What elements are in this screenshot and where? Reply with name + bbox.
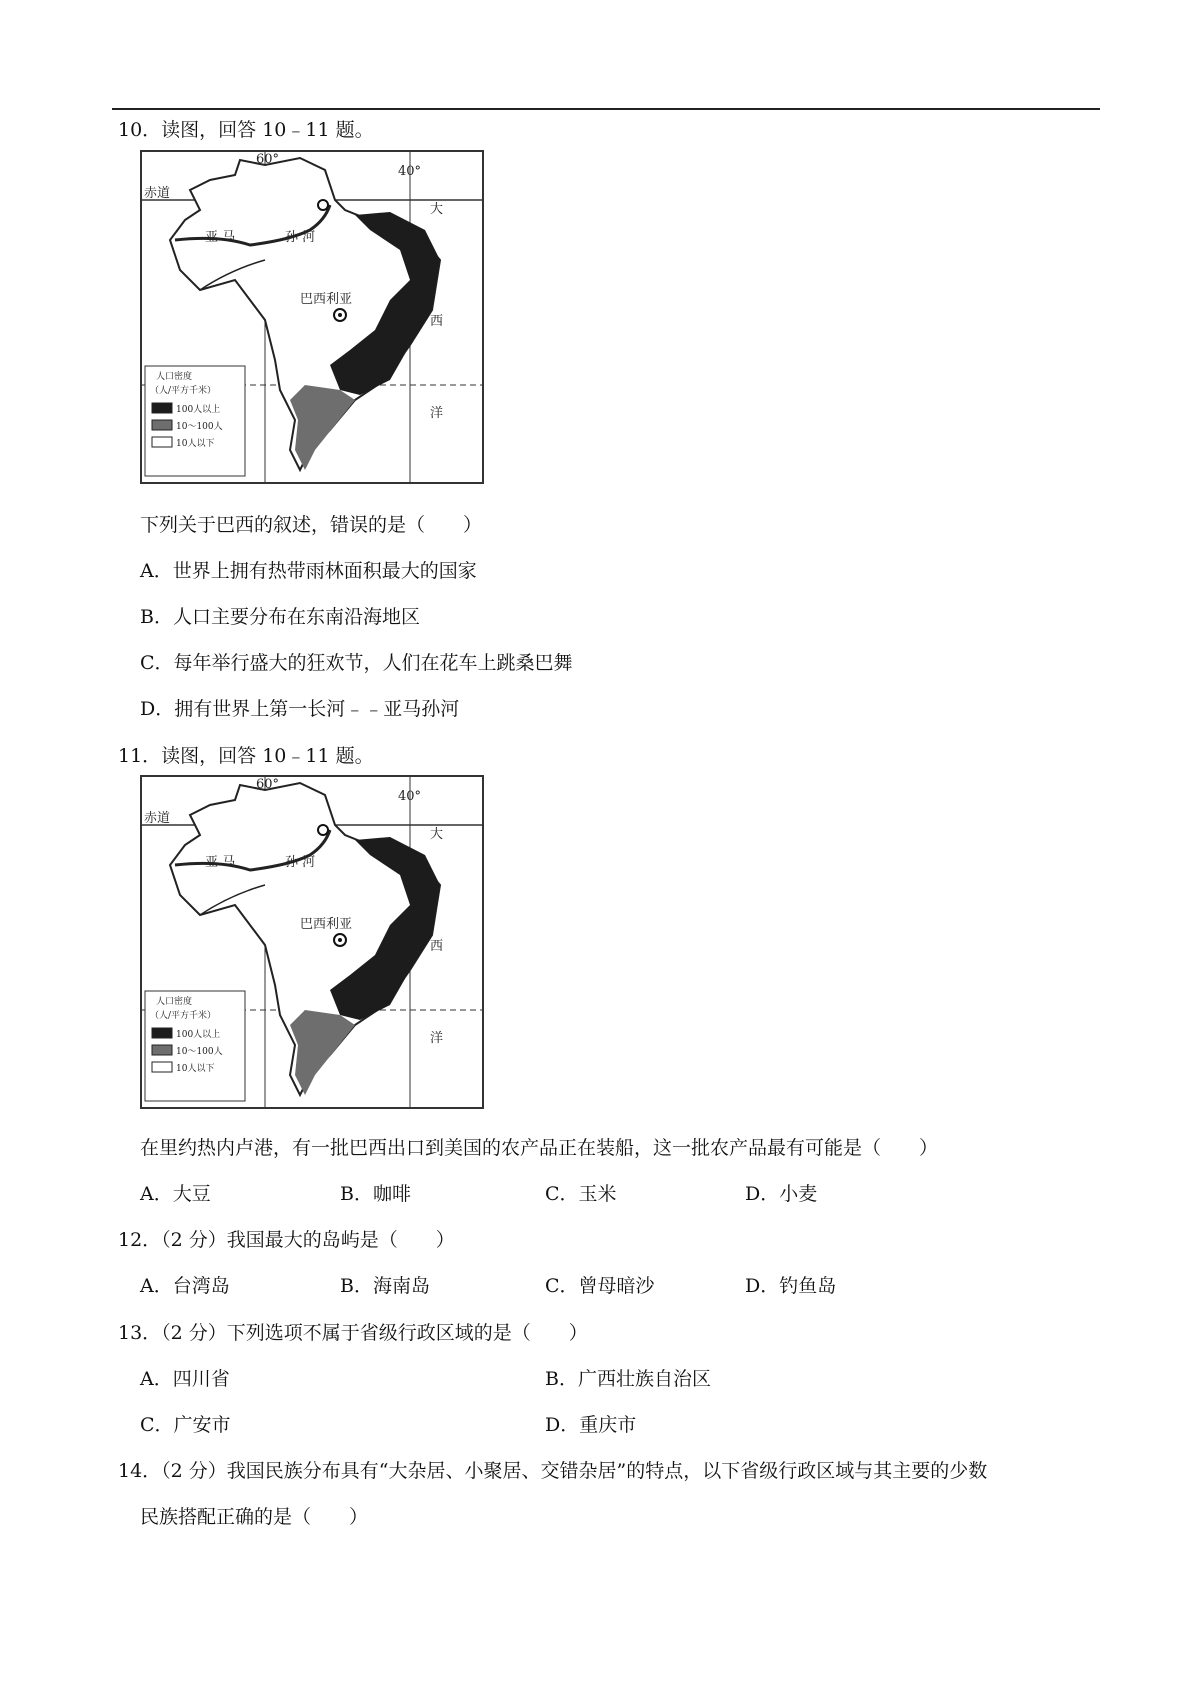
q13-stem: 13．（2 分）下列选项不属于省级行政区域的是（ ）	[118, 1322, 588, 1344]
q10-stem: 10．读图，回答 10﹣11 题。	[118, 119, 374, 141]
q10-option-d[interactable]: D．拥有世界上第一长河﹣﹣亚马孙河	[140, 698, 460, 720]
legend-medium: 10～100人	[176, 1047, 223, 1057]
legend-unit: （人/平方千米）	[150, 1011, 217, 1021]
capital-label: 巴西利亚	[300, 917, 353, 932]
ocean-label-1: 大	[430, 827, 444, 842]
ocean-label-3: 洋	[430, 406, 444, 421]
legend-unit: （人/平方千米）	[150, 386, 217, 396]
capital-label: 巴西利亚	[300, 292, 353, 307]
q12-stem: 12．（2 分）我国最大的岛屿是（ ）	[118, 1229, 455, 1251]
q10-option-c[interactable]: C．每年举行盛大的狂欢节，人们在花车上跳桑巴舞	[140, 652, 573, 674]
legend-medium: 10～100人	[176, 422, 223, 432]
equator-label: 赤道	[144, 811, 171, 826]
q12-option-a[interactable]: A．台湾岛	[140, 1275, 230, 1297]
q11-question: 在里约热内卢港，有一批巴西出口到美国的农产品正在装船，这一批农产品最有可能是（ ）	[140, 1137, 939, 1159]
river-label-left: 亚 马	[205, 230, 236, 245]
lon-60-label: 60°	[256, 777, 280, 792]
q14-stem-line1: 14．（2 分）我国民族分布具有“大杂居、小聚居、交错杂居”的特点，以下省级行政区域与其主要的少数	[118, 1460, 988, 1482]
q10-option-b[interactable]: B．人口主要分布在东南沿海地区	[140, 606, 420, 628]
q12-option-c[interactable]: C．曾母暗沙	[545, 1275, 655, 1297]
lon-60-label: 60°	[256, 152, 280, 167]
legend-title: 人口密度	[156, 997, 193, 1007]
legend-title: 人口密度	[156, 372, 193, 382]
ocean-label-3: 洋	[430, 1031, 444, 1046]
q12-option-b[interactable]: B．海南岛	[340, 1275, 430, 1297]
legend-sparse: 10人以下	[176, 439, 215, 449]
q11-option-a[interactable]: A．大豆	[140, 1183, 211, 1205]
q14-stem-line2: 民族搭配正确的是（ ）	[140, 1506, 369, 1528]
q11-option-d[interactable]: D．小麦	[745, 1183, 818, 1205]
q13-option-a[interactable]: A．四川省	[140, 1368, 230, 1390]
q13-option-c[interactable]: C．广安市	[140, 1414, 231, 1436]
q10-question: 下列关于巴西的叙述，错误的是（ ）	[140, 514, 483, 536]
q11-stem: 11．读图，回答 10﹣11 题。	[118, 745, 374, 767]
q11-option-b[interactable]: B．咖啡	[340, 1183, 411, 1205]
equator-label: 赤道	[144, 186, 171, 201]
brazil-map-q11	[140, 775, 484, 1109]
q11-option-c[interactable]: C．玉米	[545, 1183, 617, 1205]
legend-dense: 100人以上	[176, 1030, 221, 1040]
ocean-label-1: 大	[430, 202, 444, 217]
brazil-map-q10	[140, 150, 484, 484]
river-label-right: 孙 河	[285, 230, 316, 245]
ocean-label-2: 西	[430, 939, 444, 954]
q12-option-d[interactable]: D．钓鱼岛	[745, 1275, 837, 1297]
q13-option-b[interactable]: B．广西壮族自治区	[545, 1368, 711, 1390]
river-label-right: 孙 河	[285, 855, 316, 870]
ocean-label-2: 西	[430, 314, 444, 329]
q10-option-a[interactable]: A．世界上拥有热带雨林面积最大的国家	[140, 560, 477, 582]
lon-40-label: 40°	[398, 164, 422, 179]
legend-dense: 100人以上	[176, 405, 221, 415]
q13-option-d[interactable]: D．重庆市	[545, 1414, 637, 1436]
header-rule	[112, 108, 1100, 110]
legend-sparse: 10人以下	[176, 1064, 215, 1074]
lon-40-label: 40°	[398, 789, 422, 804]
river-label-left: 亚 马	[205, 855, 236, 870]
